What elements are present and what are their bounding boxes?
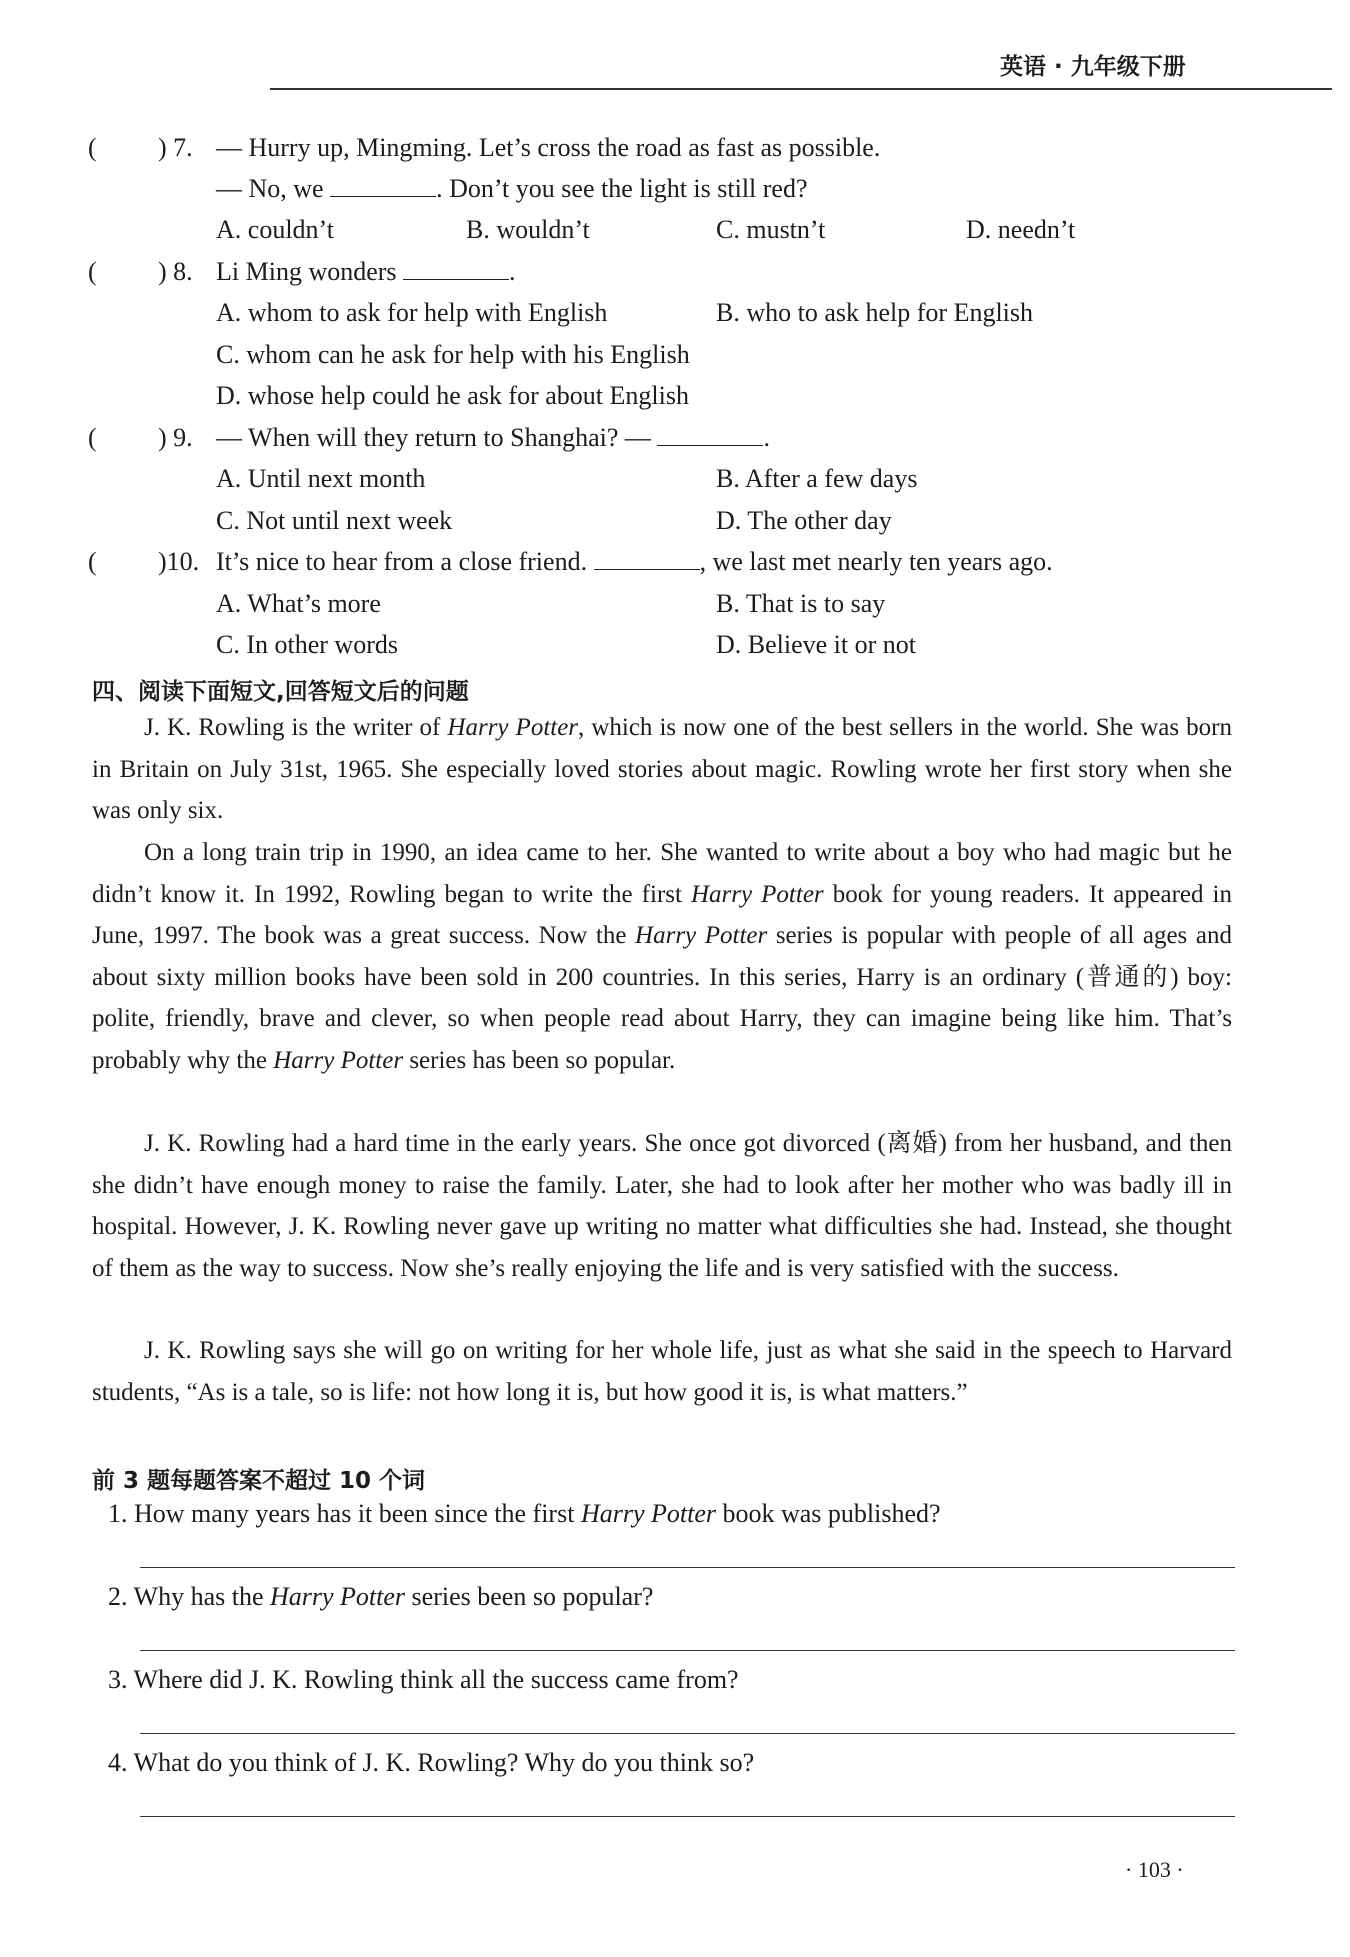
answer-paren-open: ( [88, 257, 97, 286]
option-9b[interactable]: B. After a few days [716, 464, 918, 493]
question-text: 2. Why has the [108, 1582, 270, 1611]
question-7-stem: — Hurry up, Mingming. Let’s cross the road as fast as possible. [216, 133, 881, 162]
answer-line-3[interactable] [140, 1733, 1235, 1734]
paragraph-text: On a long train trip in 1990, an idea came to her. She wanted to write about a boy who had magic but he didn’t know it. In 1992, Rowling began to write the first [92, 839, 1232, 908]
section-heading: 四、阅读下面短文,回答短文后的问题 [92, 679, 469, 705]
comprehension-question-2 [108, 1580, 653, 1614]
question-text: 1. How many years has it been since the first [108, 1499, 581, 1528]
passage-paragraph-3: J. K. Rowling had a hard time in the early years. She once got divorced (离婚) from her husband, and then she didn’t have enough money to raise the family. Later, she had to look after her mother who was badly ill in hospital. However, J. K. Rowling never gave up writing no matter what difficulties she had. Instead, she thought of them as the way to success. Now she’s really enjoying the life and is very satisfied with the success. [92, 1130, 1232, 1282]
answer-paren-open: ( [88, 133, 97, 162]
question-9-number: ) 9. [158, 423, 193, 452]
paragraph-text: series is popular with people of all ages and about sixty million books have been sold in 200 countries. In this series, Harry is an ordinary (普通的) boy: polite, friendly, brave and clever, so when people read about Harry, they can imagine being like him. That’s probably why the [92, 922, 1232, 1074]
question-7-stem2-post: . Don’t you see the light is still red? [436, 174, 808, 203]
question-7-stem-line2 [216, 172, 808, 206]
paragraph-text: series has been so popular. [403, 1046, 676, 1074]
question-10-stem-post: , we last met nearly ten years ago. [699, 547, 1053, 576]
option-9a[interactable]: A. Until next month [216, 464, 426, 493]
paragraph-text: J. K. Rowling is the writer of [144, 714, 448, 741]
option-7d[interactable]: D. needn’t [966, 215, 1076, 244]
answer-blank[interactable] [594, 545, 700, 570]
page-number: · 103 · [1125, 1857, 1184, 1882]
paragraph-text: book for young readers. It appeared in June, 1997. The book was a great success. Now the [92, 880, 1232, 949]
question-7 [88, 131, 97, 165]
book-title: Harry Potter [635, 922, 768, 949]
answer-blank[interactable] [657, 421, 763, 446]
option-7c[interactable]: C. mustn’t [716, 215, 826, 244]
option-8b[interactable]: B. who to ask help for English [716, 298, 1034, 327]
option-9c[interactable]: C. Not until next week [216, 506, 453, 535]
comprehension-question-4: 4. What do you think of J. K. Rowling? Why do you think so? [108, 1748, 755, 1777]
question-text: series been so popular? [405, 1582, 654, 1611]
option-8c[interactable]: C. whom can he ask for help with his English [216, 340, 690, 369]
answer-blank[interactable] [403, 255, 509, 280]
passage-paragraph-1 [92, 707, 1232, 832]
answer-paren-open: ( [88, 547, 97, 576]
book-title: Harry Potter [691, 880, 824, 908]
answer-blank[interactable] [330, 172, 436, 197]
question-7-number: ) 7. [158, 133, 193, 162]
question-8-stem-pre: Li Ming wonders [216, 257, 397, 286]
header-rule [270, 88, 1332, 90]
comprehension-question-1 [108, 1497, 941, 1531]
header-title: 英语 · 九年级下册 [1000, 54, 1186, 80]
book-title: Harry Potter [580, 1499, 716, 1528]
question-10-stem-pre: It’s nice to hear from a close friend. [216, 547, 588, 576]
question-9-stem-pre: — When will they return to Shanghai? — [216, 423, 651, 452]
option-7a[interactable]: A. couldn’t [216, 215, 334, 244]
answer-line-1[interactable] [140, 1567, 1235, 1568]
question-8-stem [216, 255, 516, 289]
passage-paragraph-4: J. K. Rowling says she will go on writing for her whole life, just as what she said in the speech to Harvard students, “As is a tale, so is life: not how long it is, but how good it is, is what matters.” [92, 1337, 1232, 1406]
passage-paragraph-2 [92, 832, 1232, 1081]
answer-paren-open: ( [88, 423, 97, 452]
option-9d[interactable]: D. The other day [716, 506, 892, 535]
book-title: Harry Potter [270, 1582, 406, 1611]
question-instruction: 前 3 题每题答案不超过 10 个词 [92, 1468, 426, 1494]
question-9-stem [216, 421, 770, 455]
answer-line-4[interactable] [140, 1816, 1235, 1817]
option-8d[interactable]: D. whose help could he ask for about English [216, 381, 689, 410]
question-10-number: )10. [158, 547, 200, 576]
book-title: Harry Potter [273, 1046, 404, 1074]
option-7b[interactable]: B. wouldn’t [466, 215, 590, 244]
option-10a[interactable]: A. What’s more [216, 589, 381, 618]
question-10-stem [216, 545, 1053, 579]
comprehension-question-3: 3. Where did J. K. Rowling think all the success came from? [108, 1665, 739, 1694]
question-8-stem-post: . [509, 257, 516, 286]
question-8-number: ) 8. [158, 257, 193, 286]
option-10b[interactable]: B. That is to say [716, 589, 886, 618]
option-8a[interactable]: A. whom to ask for help with English [216, 298, 608, 327]
question-9-stem-post: . [763, 423, 770, 452]
answer-line-2[interactable] [140, 1650, 1235, 1651]
question-7-stem2-pre: — No, we [216, 174, 324, 203]
question-text: book was published? [715, 1499, 941, 1528]
paragraph-text: , which is now one of the best sellers in the world. She was born in Britain on July 31st, 1965. She especially loved stories about magic. Rowling wrote her first story when she was only six. [92, 714, 1232, 824]
option-10c[interactable]: C. In other words [216, 630, 398, 659]
book-title: Harry Potter [447, 714, 579, 741]
option-10d[interactable]: D. Believe it or not [716, 630, 917, 659]
